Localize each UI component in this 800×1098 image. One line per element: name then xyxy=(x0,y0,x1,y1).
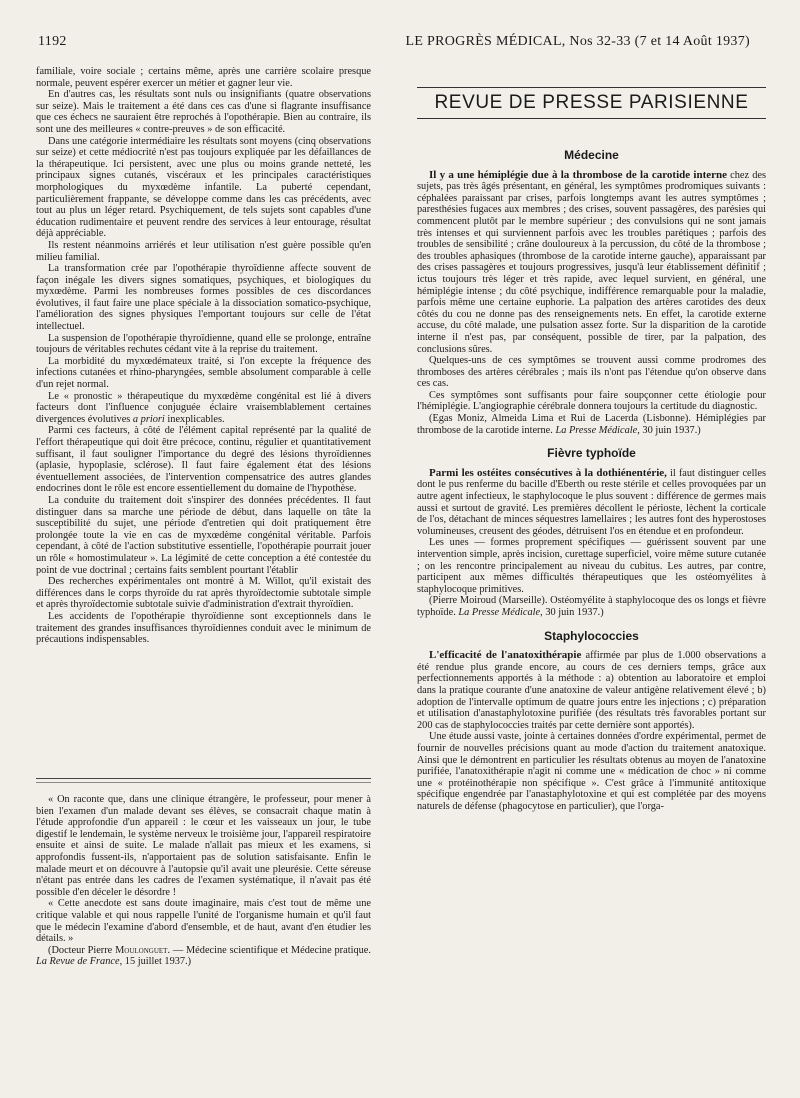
paragraph: Une étude aussi vaste, jointe à certaines données d'ordre expérimental, permet de fournir de nouvelles précisions quant au mode d'action du traitement anatoxique. Ainsi que le démontrent en particulier les résultats obtenus au moyen de l'anatoxine purifiée, l'anatoxithérapie n'agit ni comme une « médication de choc » ni comme une « protéinothérapie non spécifique ». C'est grâce à l'immunité antitoxique spécifique engendrée par l'anastaphylotoxine et qui est complétée par des moyens naturels de défense (phagocytose en particulier), que l'orga- xyxy=(417,731,766,812)
left-column xyxy=(36,66,371,646)
paragraph: Ils restent néanmoins arriérés et leur utilisation n'est guère possible qu'en milieu familial. xyxy=(36,239,371,263)
text-span: chez des sujets, pas très âgés présentant, en général, les symptômes prodromiques suivants : céphalées paraissant par crises, parfois longtemps avant les autres symptômes ; paresthésies fugaces aux membres ; des crises, souvent passagères, des parésies qui commencent plutôt par le membre supérieur ; des convulsions qui ne sont jamais très intenses et qui surviennent parfois avec les troubles parétiques ; parfois des troubles de sensibilité ; crâne douloureux à la percussion, du côté de la thrombose ; des troubles aphasiques (thrombose de la carotide interne gauche), apparaissant par des crises passagères et toujours progressives, jusqu'à leur établissement définitif ; ictus toujours très léger et très rapide, avec lequel survient, en général, une hémiplégie intense ; du côté psychique, indifférence remarquable pour la maladie, parfois même une certaine euphorie. La palpation des artères carotides des deux côtés du cou ne donne pas des renseignements nets. En effet, la carotide externe accuse, du côté malade, une pulsation assez forte. Sur la disparition de la carotide interne il n'est pas, par conséquent, possible de tirer, par la palpation, des conclusions sûres. xyxy=(417,169,766,355)
paragraph: Dans une catégorie intermédiaire les résultats sont moyens (cinq observations sur seize) et cette médiocrité n'est pas toujours expliquée par les défaillances de la thérapeutique. Ici persistent, avec une plus ou moins grande netteté, les principaux signes cutanés, viscéraux et les principales caractéristiques morphologiques du myxœdème infantile. La puberté cependant, particulièrement frappante, se développe comme dans les cas précédents, avec tout au plus un léger retard. Psychiquement, de tels sujets sont capables d'une éducation rudimentaire et peuvent rendre des services à leur entourage, résultat déjà appréciable. xyxy=(36,135,371,240)
paragraph: La suspension de l'opothérapie thyroïdienne, quand elle se prolonge, entraîne toujours de véritables rechutes cédant vite à la reprise du traitement. xyxy=(36,332,371,356)
text-span: (Docteur Pierre xyxy=(48,944,116,956)
paragraph: En d'autres cas, les résultats sont nuls ou insignifiants (quatre observations sur seize). Mais le traitement a été dans ces cas d'une si flagrante insuffisance que ces échecs ne sauraient être reprochés à l'opothérapie. Bien au contraire, ils sont une des meilleures « contre-preuves » de son efficacité. xyxy=(36,89,371,135)
text-span: affirmée par plus de 1.000 observations a été rendue plus grande encore, au cours de ces derniers temps, grâce aux perfectionnements apportés à la méthode : a) obtention au laboratoire et emploi dans la pratique courante d'une anatoxine de valeur antigène relativement élevé ; b) adoption de l'intervalle optimum de quatre jours entre les injections ; c) préparation et utilisation d'anastaphylotoxine purifiée (des résultats très favorables portant sur 200 cas de staphylococcies traités par cette dernière sont apportés). xyxy=(417,650,766,731)
lead-phrase: Parmi les ostéites consécutives à la dothiénentérie, xyxy=(429,466,667,479)
paragraph: familiale, voire sociale ; certains même, après une carrière scolaire presque normale, peuvent espérer exercer un métier et gagner leur vie. xyxy=(36,66,371,89)
paragraph xyxy=(417,468,766,538)
text-span: , 30 juin 1937.) xyxy=(637,424,701,436)
running-title: LE PROGRÈS MÉDICAL, Nos 32-33 (7 et 14 Août 1937) xyxy=(405,34,750,49)
citation xyxy=(417,413,766,436)
running-header xyxy=(38,34,762,54)
text-span: , 15 juillet 1937.) xyxy=(119,956,192,968)
page-number: 1192 xyxy=(38,34,67,49)
paragraph xyxy=(417,650,766,731)
divider-rule xyxy=(36,782,371,783)
text-span: (Pierre Moiroud (Marseille). Ostéomyélite à staphylocoque des os longs et fièvre typhoïde. xyxy=(417,595,766,618)
paragraph: La transformation crée par l'opothérapie thyroïdienne affecte souvent de façon inégale les divers signes somatiques, psychiques, et biologiques du myxœdème. Parmi les nombreuses formes possibles de ces discordances évolutives, il faut faire une place spéciale à la dissociation somatico-psychique, l'amélioration des signes physiques l'emportant toujours sur celle de l'état intellectuel. xyxy=(36,263,371,333)
paragraph xyxy=(417,170,766,356)
author-name: Moulonguet xyxy=(115,944,168,956)
journal-name: La Presse Médicale xyxy=(555,424,638,436)
text-span: (Egas Moniz, Almeida Lima et Rui de Lacerda (Lisbonne). Hémiplégies par thrombose de la carotide interne. xyxy=(417,413,766,436)
quote-paragraph: « Cette anecdote est sans doute imaginaire, mais c'est tout de même une critique valable et qui nous rappelle l'unité de l'organisme humain et qu'il faut que le médecin l'examine d'abord d'ensemble, et de haut, avant d'en étudier les détails. » xyxy=(36,898,371,945)
paragraph: Parmi ces facteurs, à côté de l'élément capital représenté par la qualité de l'effort thérapeutique qui doit être précoce, continu, régulier et quantitativement suffisant, il faut souligner l'importance du degré des lésions thyroïdiennes (aplasie, hypoplasie, sclérose). Il faut faire également état des lésions éventuellement associées, de l'intervention compensatrice des autres glandes endocrines dont le rôle est encore essentiellement du domaine de l'hypothèse. xyxy=(36,425,371,495)
section-heading: Médecine xyxy=(564,148,619,162)
lead-phrase: L'efficacité de l'anatoxithérapie xyxy=(429,649,582,662)
paragraph xyxy=(36,391,371,426)
text-span: . — Médecine scientifique et Médecine pratique. xyxy=(167,944,371,956)
journal-name: La Presse Médicale xyxy=(458,606,541,618)
journal-name: La Revue de France xyxy=(36,956,120,968)
text-span: inexplicables. xyxy=(164,413,225,425)
quote-paragraph: « On raconte que, dans une clinique étrangère, le professeur, pour mener à bien l'examen d'un malade devant ses élèves, se consacrait chaque matin à l'étude approfondie d'un appareil : le cœur et les vaisseaux un jour, le tube digestif le lendemain, le système nerveux le troisième jour, l'appareil respiratoire ensuite et ainsi de suite. Le malade n'allait pas mieux et les examens, si approfondis fussent-ils, n'apportaient pas de solution satisfaisante. Enfin le malade meurt et on découvre à l'autopsie qu'il avait une pleurésie. Cette séreuse n'étant pas entrée dans les cadres de l'examen systématique, il n'avait pas été possible d'en déceler le désordre ! xyxy=(36,794,371,898)
paragraph: Les accidents de l'opothérapie thyroïdienne sont exceptionnels dans le traitement des grandes insuffisances thyroïdiennes conduit avec le minimum de précautions indispensables. xyxy=(36,610,371,646)
paragraph: La morbidité du myxœdémateux traité, si l'on excepte la fréquence des infections cutanées et rhino-pharyngées, semble absolument comparable à celle d'un rejet normal. xyxy=(36,355,371,391)
citation xyxy=(417,595,766,618)
paragraph: Les unes — formes proprement spécifiques — guérissent souvent par une intervention simple, après incision, curettage superficiel, voire même suture cutanée ; on les rencontre principalement au niveau du cubitus. Les autres, par contre, participent aux mêmes difficultés thérapeutiques que les ostéomyélites à staphylocoque primitives. xyxy=(417,537,766,595)
section-heading: Staphylococcies xyxy=(544,628,639,643)
text-span: , 30 juin 1937.) xyxy=(540,606,604,618)
paragraph: Des recherches expérimentales ont montré à M. Willot, qu'il existait des différences dans le corps thyroïde du rat après thyroïdectomie subtotale simple et après thyroïdectomie subtotale suivie d'administration d'extrait thyroïdien. xyxy=(36,576,371,611)
right-column xyxy=(417,150,766,812)
text-span: Le « pronostic » thérapeutique du myxœdème congénital est lié à divers facteurs dont l'influence conjuguée éclaire vraisemblablement certaines divergences évolutives xyxy=(36,390,371,425)
quoted-anecdote xyxy=(36,794,371,968)
section-heading: Fièvre typhoïde xyxy=(547,446,636,461)
paragraph: Ces symptômes sont suffisants pour faire soupçonner cette étiologie pour l'hémiplégie. L'angiographie cérébrale donnera toujours la certitude du diagnostic. xyxy=(417,389,766,413)
divider-rule xyxy=(36,778,371,779)
text-span: il faut distinguer celles dont le pus renferme du bacille d'Eberth ou reste stérile et celles provoquées par un autre agent infectieux, le staphylocoque le plus souvent : différence de germes mais aussi et surtout de gravité. Les premières décollent le périoste, lèchent la corticale de l'os, détachant de minces séquestres lamellaires ; les autres font des hyperostoses volumineuses, creusent des géodes, détruisent l'os en étendue et en profondeur. xyxy=(417,467,767,537)
lead-phrase: Il y a une hémiplégie due à la thrombose de la carotide interne xyxy=(429,168,728,181)
paragraph: Quelques-uns de ces symptômes se trouvent aussi comme prodromes des thromboses des artères cérébrales ; mais ils n'ont pas l'étendue qu'on observe dans ces cas. xyxy=(417,355,766,390)
section-title: REVUE DE PRESSE PARISIENNE xyxy=(417,87,766,119)
italic-term: a priori xyxy=(132,413,165,425)
paragraph: La conduite du traitement doit s'inspirer des données précédentes. Il faut distinguer dans sa marche une période de début, dans laquelle on tâte la susceptibilité du sujet, une période d'entretien qui doit pratiquement être prolongée toute la vie en cas de myxœdème congénital véritable. Parfois cependant, à côté de l'action substitutive essentielle, l'opothérapie pourrait jouer un rôle « homostimulateur ». La légimité de cette conception a été contestée du point de vue doctrinal ; certains faits semblent pourtant l'établir xyxy=(36,494,371,576)
quote-source xyxy=(36,945,371,968)
